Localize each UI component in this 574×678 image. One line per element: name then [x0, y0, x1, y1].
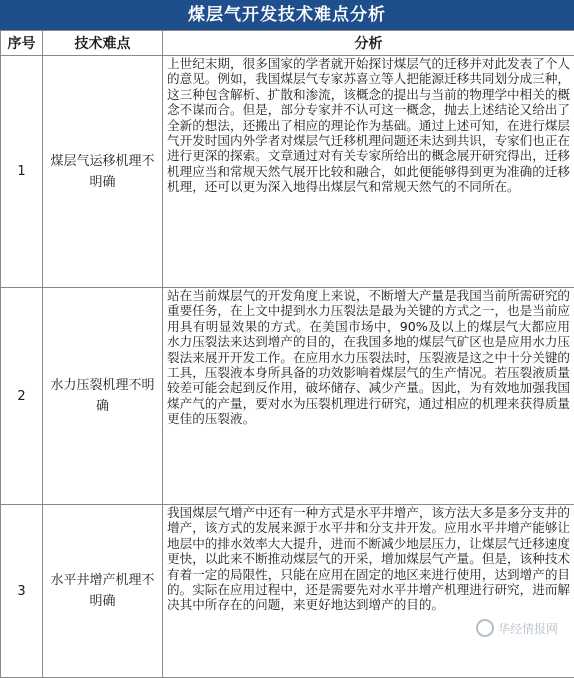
header-difficulty: 技术难点 [43, 31, 163, 56]
row-index: 2 [1, 288, 43, 505]
row-analysis: 我国煤层气增产中还有一种方式是水平井增产，该方法大多是多分支井的增产，该方式的发展来源于水平井和分支井开发。应用水平井增产能够让地层中的排水效率大大提升，进而不断减少地层压力，让煤层气迁移速度更快，以此来不断推动煤层气的开采，增加煤层气产量。但是，该种技术有着一定的局限性，只能在应用在固定的地区来进行使用，达到增产的目的。实际在应用过程中，还是需要先对水平井增产机理进行研究，进而解决其中所存在的问题，来更好地达到增产的目的。 [163, 505, 574, 678]
table-row [1, 288, 574, 505]
watermark-logo-icon [476, 619, 494, 637]
row-index: 1 [1, 56, 43, 288]
row-difficulty: 煤层气运移机理不明确 [43, 56, 163, 288]
watermark-text: 华经情报网 [498, 620, 558, 637]
row-difficulty: 水力压裂机理不明确 [43, 288, 163, 505]
header-index: 序号 [1, 31, 43, 56]
row-index: 3 [1, 505, 43, 678]
table-row [1, 505, 574, 678]
row-difficulty: 水平井增产机理不明确 [43, 505, 163, 678]
header-row [1, 31, 574, 56]
table-title: 煤层气开发技术难点分析 [0, 0, 574, 30]
watermark [476, 619, 558, 637]
header-analysis: 分析 [163, 31, 574, 56]
row-analysis: 站在当前煤层气的开发角度上来说，不断增大产量是我国当前所需研究的重要任务，在上文中提到水力压裂法是最为关键的方式之一，也是当前应用具有明显效果的方式。在美国市场中，90%及以上的煤层气大都应用水力压裂法来达到增产的目的，在我国多地的煤层气矿区也是应用水力压裂法来展开开发工作。在应用水力压裂法时，压裂液是这之中十分关键的工具，压裂液本身所具备的功效影响着煤层气的生产情况。若压裂液质量较差可能会起到反作用，破坏储存、减少产量。因此，为有效地加强我国煤产气的产量，要对水为压裂机理进行研究，通过相应的机理来获得质量更佳的压裂液。 [163, 288, 574, 505]
table-row [1, 56, 574, 288]
analysis-table [0, 30, 574, 678]
row-analysis: 上世纪末期，很多国家的学者就开始探讨煤层气的迁移并对此发表了个人的意见。例如，我国煤层气专家苏喜立等人把能源迁移共同划分成三种，这三种包含解析、扩散和渗流，该概念的提出与当前的物理学中相关的概念不谋而合。但是，部分专家并不认可这一概念，抛去上述结论又给出了全新的想法，还搬出了相应的理论作为基础。通过上述可知，在进行煤层气开发时国内外学者对煤层气迁移机理问题还未达到共识，专家们也正在进行更深的探索。文章通过对有关专家所给出的概念展开研究得出，迁移机理应当和常规天然气展开比较和融合，如此便能够得到更为准确的迁移机理，还可以更为深入地得出煤层气和常规天然气的不同所在。 [163, 56, 574, 288]
